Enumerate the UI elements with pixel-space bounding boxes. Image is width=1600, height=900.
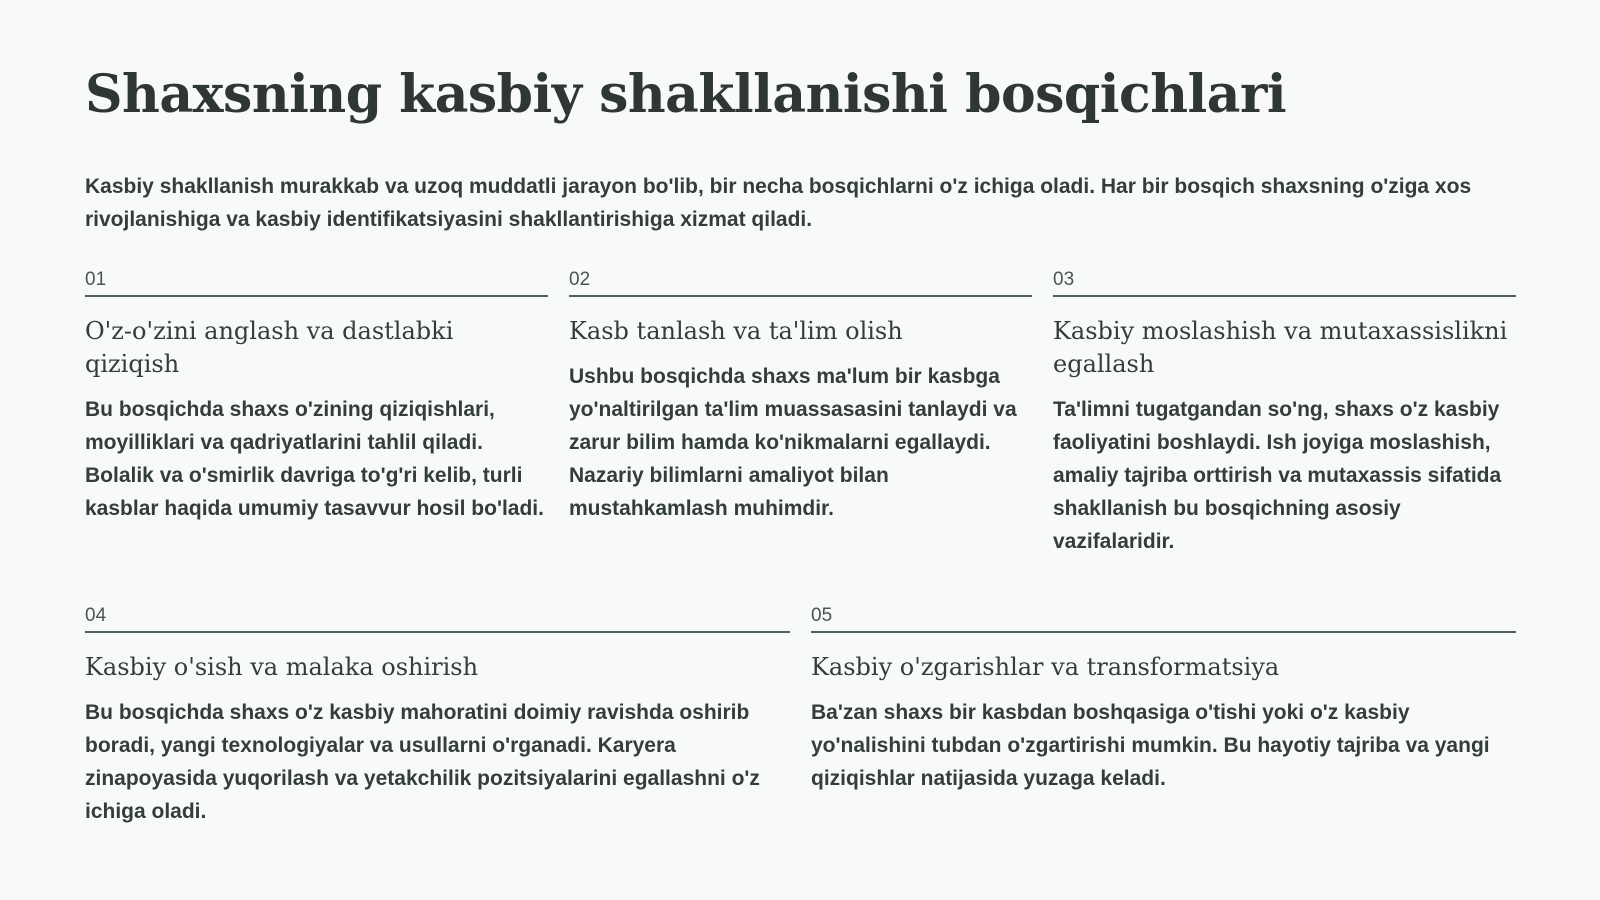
stage-description: Ushbu bosqichda shaxs ma'lum bir kasbga yo'naltirilgan ta'lim muassasasini tanlaydi va zarur bilim hamda ko'nikmalarni egallaydi. Nazariy bilimlarni amaliyot bilan mustahkamlash muhimdir. [569, 365, 1017, 520]
stage-divider [85, 631, 790, 633]
stage-description: Bu bosqichda shaxs o'zining qiziqishlari, moyilliklari va qadriyatlarini tahlil qiladi. Bolalik va o'smirlik davriga to'g'ri kelib, turli kasblar haqida umumiy tasavvur hosil bo'ladi. [85, 398, 544, 520]
stage-description: Bu bosqichda shaxs o'z kasbiy mahoratini doimiy ravishda oshirib boradi, yangi texnologiyalar va usullarni o'rganadi. Karyera zinapoyasida yuqorilash va yetakchilik pozitsiyalarini egallashni o'z ichiga oladi. [85, 701, 760, 823]
stage-title: O'z-o'zini anglash va dastlabki qiziqish [85, 317, 454, 378]
intro-paragraph: Kasbiy shakllanish murakkab va uzoq muddatli jarayon bo'lib, bir necha bosqichlarni o'z ichiga oladi. Har bir bosqich shaxsning o'ziga xos rivojlanishiga va kasbiy identifikatsiyasini shakllantirishiga xizmat qiladi. [85, 175, 1472, 231]
stage-divider [85, 295, 548, 297]
stage-title: Kasb tanlash va ta'lim olish [569, 317, 903, 345]
stage-number: 03 [1053, 269, 1075, 290]
stage-description: Ta'limni tugatgandan so'ng, shaxs o'z kasbiy faoliyatini boshlaydi. Ish joyiga moslashish, amaliy tajriba orttirish va mutaxassis sifatida shakllanish bu bosqichning asosiy vazifalaridir. [1053, 398, 1502, 553]
stage-card-03 [1053, 268, 1516, 558]
stage-number: 02 [569, 269, 591, 290]
stage-card-02 [569, 268, 1032, 525]
stage-title: Kasbiy o'sish va malaka oshirish [85, 653, 479, 681]
stage-divider [1053, 295, 1516, 297]
stage-card-01 [85, 268, 548, 525]
stage-title: Kasbiy o'zgarishlar va transformatsiya [811, 653, 1280, 681]
stage-number: 04 [85, 605, 107, 626]
stage-title: Kasbiy moslashish va mutaxassislikni egallash [1053, 317, 1508, 378]
stage-number: 05 [811, 605, 833, 626]
stage-divider [569, 295, 1032, 297]
stage-number: 01 [85, 269, 107, 290]
stage-divider [811, 631, 1516, 633]
stage-card-05 [811, 604, 1516, 795]
stage-card-04 [85, 604, 790, 828]
stage-description: Ba'zan shaxs bir kasbdan boshqasiga o'tishi yoki o'z kasbiy yo'nalishini tubdan o'zgartirishi mumkin. Bu hayotiy tajriba va yangi qiziqishlar natijasida yuzaga keladi. [811, 701, 1490, 790]
slide-title: Shaxsning kasbiy shakllanishi bosqichlari [85, 64, 1287, 125]
